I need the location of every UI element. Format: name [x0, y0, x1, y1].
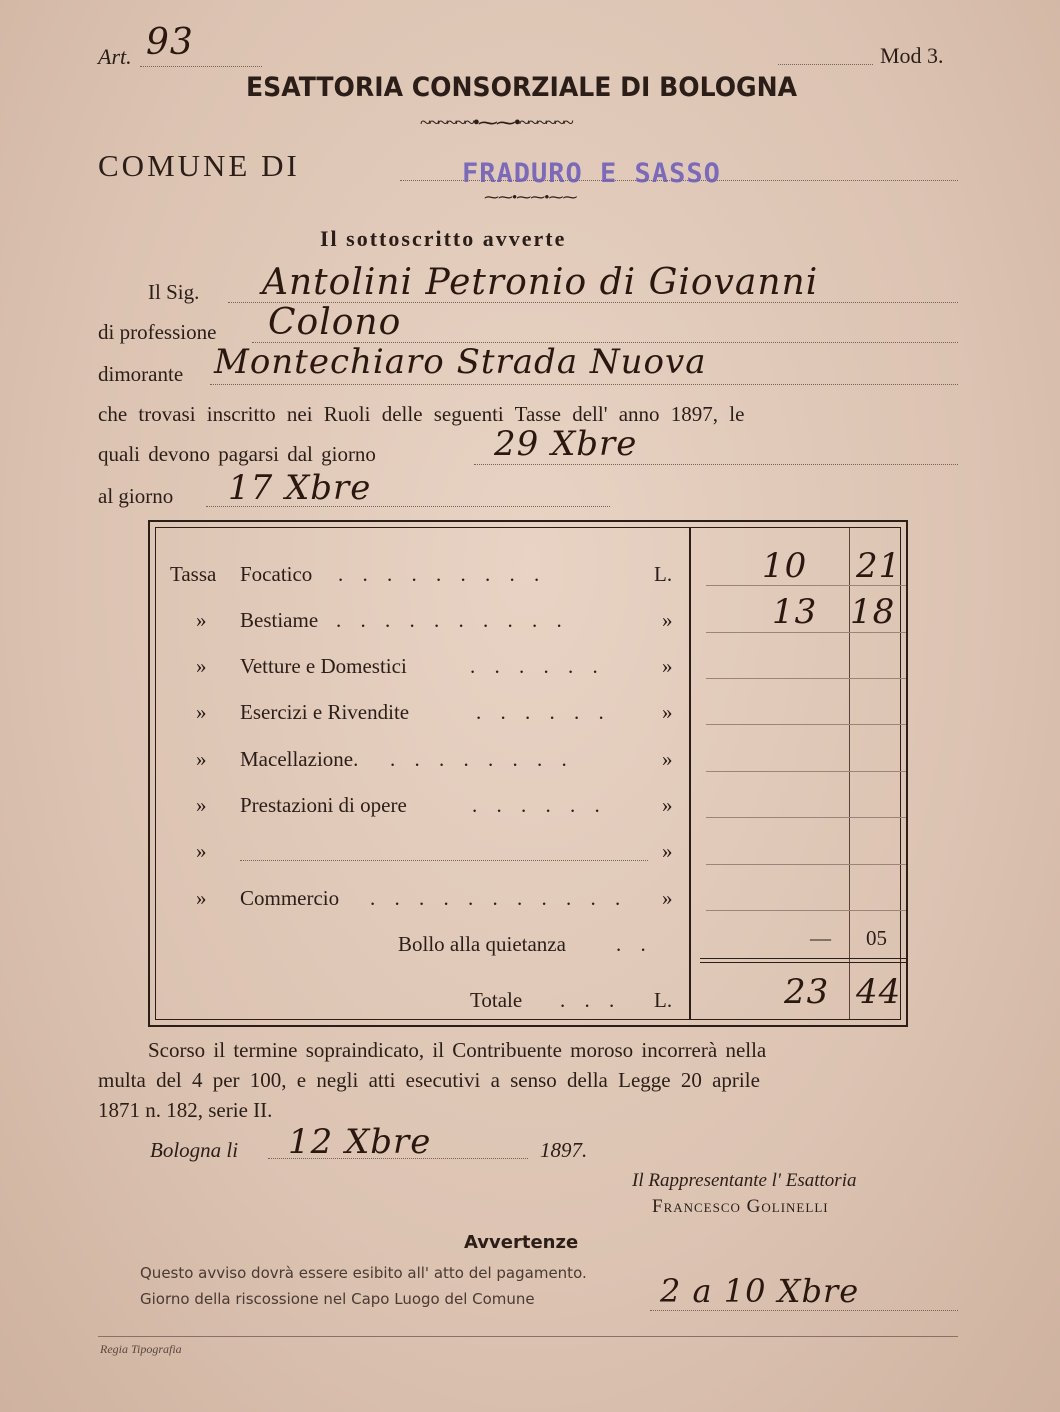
- date-place: Bologna li: [150, 1138, 239, 1162]
- document-title: ESATTORIA CONSORZIALE DI BOLOGNA: [246, 72, 798, 103]
- notice-line-1: Scorso il termine sopraindicato, il Contribuente moroso incorrerà nella: [148, 1038, 767, 1062]
- row-label: Esercizi e Rivendite: [240, 700, 410, 724]
- row-currency: L.: [654, 562, 673, 586]
- date-day: 12 Xbre: [288, 1122, 432, 1162]
- row-label: Bestiame: [240, 608, 319, 632]
- row-ditto: »: [662, 747, 673, 771]
- row-ditto: »: [662, 700, 673, 724]
- row-ditto: »: [662, 654, 673, 678]
- dimorante-value: Montechiaro Strada Nuova: [214, 342, 707, 382]
- totale-cent: 44: [856, 972, 902, 1012]
- signature-role: Il Rappresentante l' Esattoria: [632, 1170, 857, 1191]
- dal-giorno-value: 29 Xbre: [494, 424, 638, 464]
- sig-label: Il Sig.: [148, 280, 200, 304]
- notice-line-3: 1871 n. 182, serie II.: [98, 1098, 273, 1122]
- row-leader: . . . . . .: [470, 654, 605, 678]
- body-line-2: quali devono pagarsi dal giorno: [98, 442, 376, 466]
- totale-leader: . . .: [560, 988, 622, 1012]
- row-label: Prestazioni di opere: [240, 793, 407, 817]
- row-ditto: »: [662, 793, 673, 817]
- professione-value: Colono: [268, 302, 402, 343]
- date-year: 1897.: [540, 1138, 588, 1162]
- printer-name: Regia Tipografia: [100, 1342, 182, 1356]
- row-prefix: »: [196, 608, 207, 632]
- row-prefix: »: [196, 793, 207, 817]
- row-prefix: »: [196, 700, 207, 724]
- comune-ornament: ⁓⁓•⁓⁓•⁓⁓: [484, 190, 577, 206]
- totale-lire: 23: [784, 972, 830, 1012]
- row-leader: . . . . . .: [472, 793, 607, 817]
- bollo-lire: —: [810, 926, 831, 950]
- al-giorno-label: al giorno: [98, 484, 174, 508]
- row-leader: . . . . . . . . .: [338, 562, 547, 586]
- row-leader: . . . . . . . . . .: [336, 608, 569, 632]
- bollo-cent: 05: [866, 926, 887, 950]
- row-prefix: Tassa: [170, 562, 217, 586]
- tax-table: [148, 520, 908, 1027]
- row-leader: . . . . . . . .: [390, 747, 574, 771]
- row-ditto: »: [662, 886, 673, 910]
- art-number: 93: [146, 22, 194, 63]
- comune-stamp: FRADURO E SASSO: [462, 158, 721, 189]
- row-ditto: »: [662, 839, 673, 863]
- comune-label: COMUNE DI: [98, 148, 300, 183]
- signature-name: Francesco Golinelli: [652, 1196, 829, 1217]
- row-prefix: »: [196, 839, 207, 863]
- footer-divider: [98, 1336, 958, 1337]
- row-cent: 21: [856, 546, 902, 586]
- avvertenze-title: Avvertenze: [464, 1232, 579, 1253]
- bollo-leader: . .: [616, 932, 653, 956]
- avvertenze-line-1: Questo avviso dovrà essere esibito all' atto del pagamento.: [140, 1264, 587, 1282]
- row-leader: . . . . . . . . . . .: [370, 886, 628, 910]
- row-label: Commercio: [240, 886, 340, 910]
- body-line-1: che trovasi inscritto nei Ruoli delle seguenti Tasse dell' anno 1897, le: [98, 402, 745, 426]
- model-label: Mod 3.: [880, 43, 944, 68]
- avvertenze-value: 2 a 10 Xbre: [660, 1272, 860, 1310]
- totale-currency: L.: [654, 988, 673, 1012]
- title-ornament: ~~~~~~•⁓⁓•~~~~~~: [420, 112, 572, 134]
- bollo-label: Bollo alla quietanza: [398, 932, 566, 956]
- row-ditto: »: [662, 608, 673, 632]
- row-label: Focatico: [240, 562, 313, 586]
- sig-value: Antolini Petronio di Giovanni: [262, 262, 819, 303]
- al-giorno-value: 17 Xbre: [228, 468, 372, 508]
- row-label: Macellazione.: [240, 747, 359, 771]
- row-prefix: »: [196, 747, 207, 771]
- dimorante-label: dimorante: [98, 362, 184, 386]
- row-leader: . . . . . .: [476, 700, 611, 724]
- row-prefix: »: [196, 886, 207, 910]
- avvertenze-line-2: Giorno della riscossione nel Capo Luogo del Comune: [140, 1290, 535, 1308]
- professione-label: di professione: [98, 320, 217, 344]
- totale-label: Totale: [470, 988, 523, 1012]
- row-lire: 10: [762, 546, 808, 586]
- art-label: Art.: [98, 44, 132, 69]
- row-label: Vetture e Domestici: [240, 654, 407, 678]
- subtitle: Il sottoscritto avverte: [320, 226, 567, 251]
- row-cent: 18: [850, 592, 896, 632]
- row-prefix: »: [196, 654, 207, 678]
- row-lire: 13: [772, 592, 818, 632]
- notice-line-2: multa del 4 per 100, e negli atti esecutivi a senso della Legge 20 aprile: [98, 1068, 760, 1092]
